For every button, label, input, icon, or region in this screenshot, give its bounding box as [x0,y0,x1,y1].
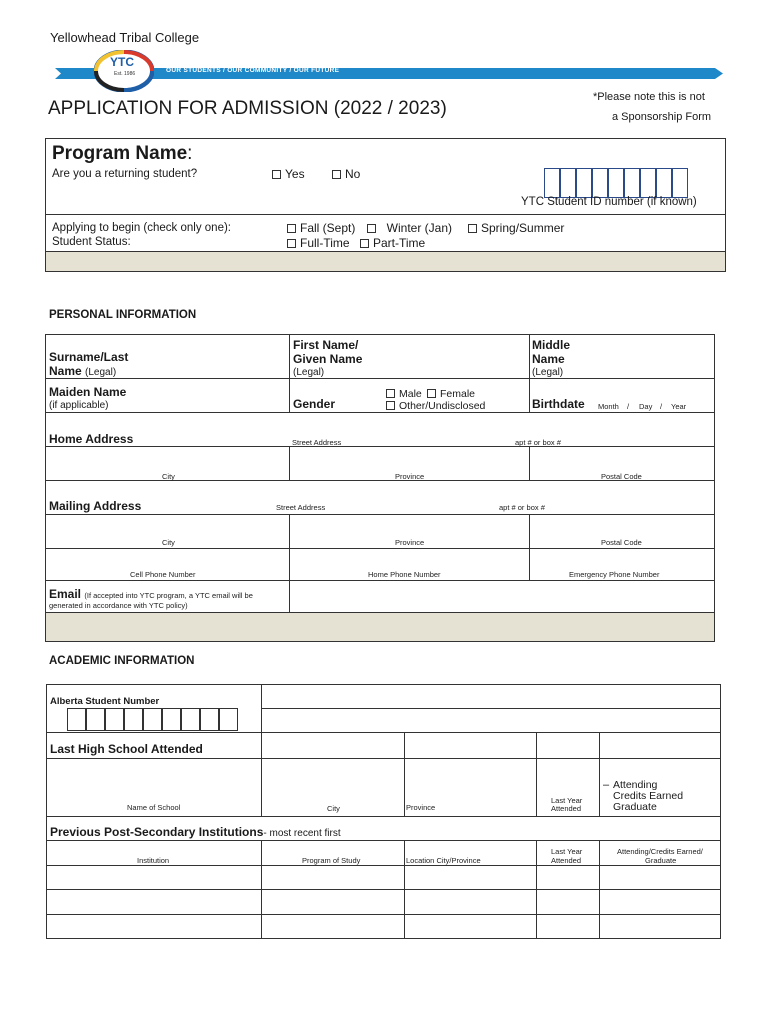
asn-digit[interactable] [124,708,143,731]
ps-last-year-1: Last Year [551,847,583,856]
hs-province-label: Province [406,803,436,812]
hs-attending: Attending [613,779,658,791]
gender-male-option[interactable]: Male [386,388,422,400]
logo-est: Est. 1986 [114,71,136,77]
institution-label: Institution [137,856,170,865]
fulltime-option[interactable]: Full-Time [287,236,350,250]
first-name-label-2: Given Name [293,352,363,366]
mailing-street-label: Street Address [276,503,326,512]
program-shaded-bar [45,251,726,272]
middle-name-label-1: Middle [532,338,570,352]
gender-female-option[interactable]: Female [427,388,475,400]
hs-dash: – [603,779,610,791]
first-name-field[interactable] [290,335,529,378]
student-id-digit[interactable] [608,168,624,198]
parttime-checkbox[interactable] [360,239,369,248]
student-id-digit[interactable] [656,168,672,198]
email-label: Email (If accepted into YTC program, a YTC email will be [49,587,253,601]
maiden-name-field[interactable] [46,379,289,412]
banner-tagline: OUR STUDENTS / OUR COMMUNITY / OUR FUTURE [166,67,340,74]
hs-last-year-2: Attended [551,804,582,813]
returning-yes-option[interactable]: Yes [272,167,305,181]
home-apt-label: apt # or box # [515,438,561,447]
ps-row-2[interactable] [47,890,720,914]
returning-no-checkbox[interactable] [332,170,341,179]
birthdate-slash-1: / [627,402,630,411]
first-name-label-1: First Name/ [293,338,359,352]
mailing-address-label: Mailing Address [49,499,142,513]
female-checkbox[interactable] [427,389,436,398]
ps-attending-credits: Attending/Credits Earned/ [617,847,703,856]
home-city-label: City [162,472,175,481]
home-street-label: Street Address [292,438,342,447]
winter-checkbox[interactable] [367,224,376,233]
surname-label: Surname/Last [49,350,129,364]
home-address-field[interactable] [46,413,714,446]
asn-digit[interactable] [143,708,162,731]
asn-digit[interactable] [200,708,219,731]
header-banner [55,66,723,77]
surname-field[interactable] [46,335,289,378]
sponsorship-note-line2: a Sponsorship Form [612,111,712,123]
sponsorship-note-line1: *Please note this is not [593,91,705,103]
parttime-option[interactable]: Part-Time [360,236,425,250]
hs-city-label: City [327,804,340,813]
program-of-study-label: Program of Study [302,856,361,865]
college-name: Yellowhead Tribal College [50,30,200,45]
asn-label: Alberta Student Number [50,696,160,707]
hs-credits: Credits Earned [613,790,684,802]
other-checkbox[interactable] [386,401,395,410]
home-phone-label: Home Phone Number [368,570,441,579]
fulltime-checkbox[interactable] [287,239,296,248]
birthdate-year-label: Year [671,402,687,411]
cell-phone-label: Cell Phone Number [130,570,196,579]
middle-name-legal-label: (Legal) [532,367,564,378]
last-high-school-label: Last High School Attended [50,742,203,756]
student-id-digit[interactable] [672,168,688,198]
applying-label: Applying to begin (check only one): [52,222,231,234]
mailing-city-label: City [162,538,175,547]
student-id-digit[interactable] [640,168,656,198]
academic-section-title: ACADEMIC INFORMATION [49,655,195,667]
gender-label: Gender [293,397,336,411]
middle-name-field[interactable] [530,335,714,378]
asn-digit[interactable] [162,708,181,731]
ps-graduate: Graduate [645,856,677,865]
previous-ps-label: Previous Post-Secondary Institutions- most recent first [50,825,341,839]
student-id-digit[interactable] [544,168,560,198]
returning-no-option[interactable]: No [332,167,360,181]
birthdate-day-label: Day [639,402,653,411]
home-postal-label: Postal Code [601,472,642,481]
ps-row-1[interactable] [47,866,720,889]
asn-digit[interactable] [86,708,105,731]
asn-digit[interactable] [67,708,86,731]
returning-yes-checkbox[interactable] [272,170,281,179]
student-id-digit[interactable] [592,168,608,198]
fall-option[interactable]: Fall (Sept) [287,221,355,235]
middle-name-label-2: Name [532,352,565,366]
hs-graduate: Graduate [613,801,657,813]
emergency-phone-label: Emergency Phone Number [569,570,660,579]
mailing-postal-label: Postal Code [601,538,642,547]
gender-other-option[interactable]: Other/Undisclosed [386,400,485,412]
page-title: APPLICATION FOR ADMISSION (2022 / 2023) [48,98,447,119]
asn-digit[interactable] [105,708,124,731]
maiden-name-label: Maiden Name [49,385,127,399]
birthdate-slash-2: / [660,402,663,411]
student-id-digit[interactable] [560,168,576,198]
email-field[interactable] [290,581,714,612]
home-province-label: Province [395,472,425,481]
maiden-if-applicable: (if applicable) [49,400,109,411]
ps-location-label: Location City/Province [406,856,481,865]
name-of-school-label: Name of School [127,803,181,812]
home-address-label: Home Address [49,432,134,446]
email-note-2: generated in accordance with YTC policy) [49,601,188,610]
returning-question: Are you a returning student? [52,168,198,180]
student-id-digit[interactable] [576,168,592,198]
mailing-address-field[interactable] [46,481,714,514]
program-name-label[interactable]: Program Name: [52,143,193,164]
spring-option[interactable]: Spring/Summer [468,221,564,235]
logo-text: YTC [110,55,134,69]
ps-last-year-2: Attended [551,856,582,865]
birthdate-month-label: Month [598,402,619,411]
mailing-apt-label: apt # or box # [499,503,545,512]
male-checkbox[interactable] [386,389,395,398]
asn-digit[interactable] [181,708,200,731]
spring-checkbox[interactable] [468,224,477,233]
birthdate-label: Birthdate [532,397,585,411]
mailing-province-label: Province [395,538,425,547]
student-status-label: Student Status: [52,236,131,248]
student-id-digit[interactable] [624,168,640,198]
student-id-label: YTC Student ID number (if known) [521,196,697,208]
surname-legal-label: Name (Legal) [49,364,117,378]
first-name-legal-label: (Legal) [293,367,325,378]
winter-option[interactable]: Winter (Jan) [367,221,452,235]
personal-shaded-bar [45,612,715,642]
fall-checkbox[interactable] [287,224,296,233]
personal-section-title: PERSONAL INFORMATION [49,309,197,321]
ps-row-3[interactable] [47,915,720,938]
hs-last-year-1: Last Year [551,796,583,805]
asn-digit[interactable] [219,708,238,731]
